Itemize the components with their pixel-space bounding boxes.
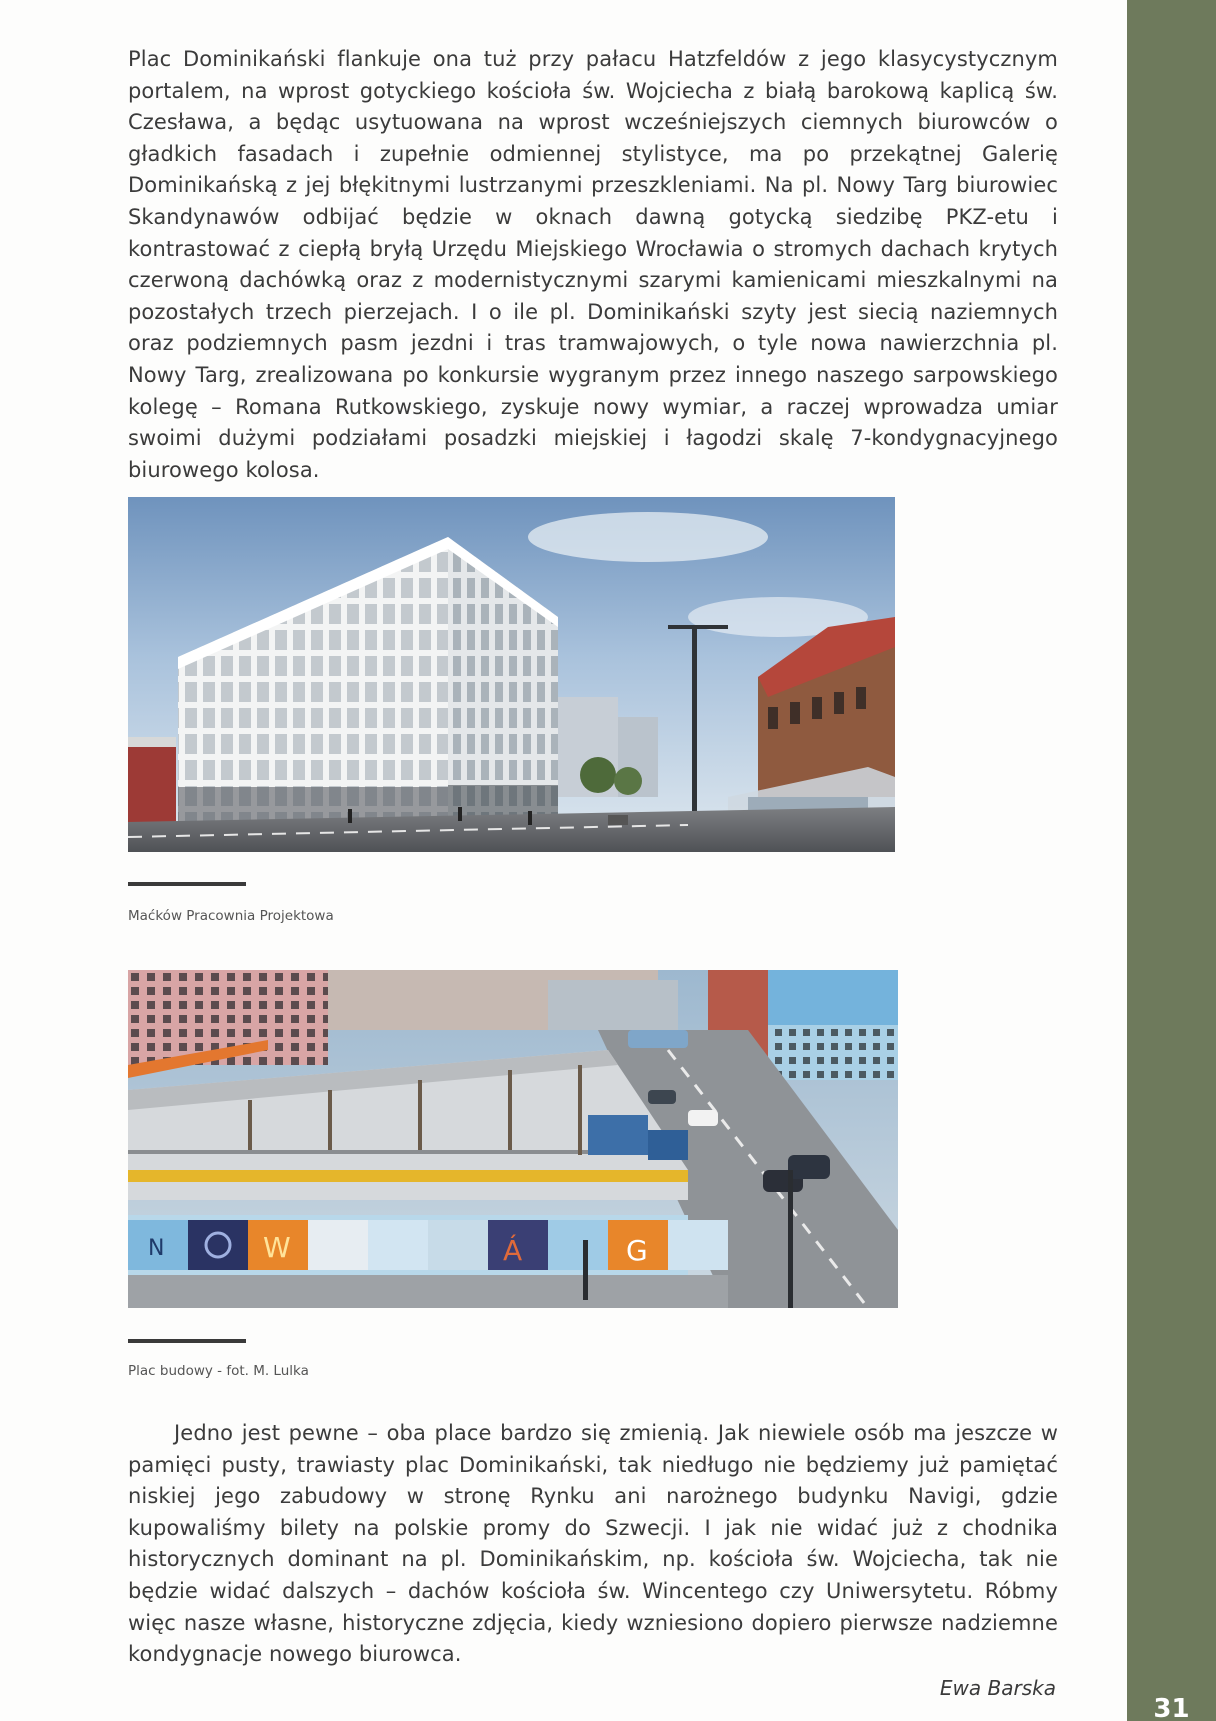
rendering-illustration <box>128 497 895 852</box>
hoarding-letter-w: W <box>263 1231 291 1264</box>
body-paragraph-1: Plac Dominikański flankuje ona tuż przy pałacu Hatzfeldów z jego klasycystycznym portalem, na wprost gotyckiego kościoła św. Wojciecha z białą barokową kaplicą św. Czesława, a będąc usytuowana na wprost wcześniejszych ciemnych biurowców o gładkich fasadach i zupełnie odmiennej stylistyce, ma po przekątnej Galerię Dominikańską z jej błękitnymi lustrzanymi przeszkleniami. Na pl. Nowy Targ biurowiec Skandynawów odbijać będzie w oknach dawną gotycką siedzibę PKZ-etu i kontrastować z ciepłą bryłą Urzędu Miejskiego Wrocławia o stromych dachach krytych czerwoną dachówką oraz z modernistycznymi szarymi kamienicami mieszkalnymi na pozostałych trzech pierzejach. I o ile pl. Dominikański szyty jest siecią naziemnych oraz podziemnych pasm jezdni i tras tramwajowych, o tyle nowa nawierzchnia pl. Nowy Targ, zrealizowana po konkursie wygranym przez innego naszego sarpowskiego kolegę – Romana Rutkowskiego, zyskuje nowy wymiar, a raczej wprowadza umiar swoimi dużymi podziałami posadzki miejskiej i łagodzi skalę 7-kondygnacyjnego biurowego kolosa. <box>128 47 1058 482</box>
page-number-box <box>1127 1694 1216 1721</box>
caption-rule-2 <box>128 1339 246 1343</box>
caption-rule-1 <box>128 882 246 886</box>
author-signature: Ewa Barska <box>939 1676 1056 1700</box>
page-number: 31 <box>1153 1694 1190 1721</box>
body-paragraph-2: Jedno jest pewne – oba place bardzo się zmienią. Jak niewiele osób ma jeszcze w pamięci pusty, trawiasty plac Dominikański, tak niedługo nie będziemy już pamiętać niskiej jego zabudowy w stronę Rynku ani narożnego budynku Navigi, gdzie kupowaliśmy bilety na polskie promy do Szwecji. I jak nie widać już z chodnika historycznych dominant na pl. Dominikańskim, np. kościoła św. Wojciecha, tak nie będzie widać dalszych – dachów kościoła św. Wincentego czy Uniwersytetu. Róbmy więc nasze własne, historyczne zdjęcia, kiedy wzniesiono dopiero pierwsze nadziemne kondygnacje nowego biurowca. <box>128 1421 1058 1667</box>
figure-2-construction-photo <box>128 970 898 1308</box>
figure-1-caption: Maćków Pracownia Projektowa <box>128 908 334 924</box>
side-color-band <box>1127 0 1216 1721</box>
figure-1-rendering <box>128 497 895 852</box>
construction-site-illustration <box>128 970 898 1308</box>
hoarding-letter-a: Á <box>503 1234 523 1267</box>
hoarding-letter-g: G <box>626 1234 648 1267</box>
figure-2-caption: Plac budowy - fot. M. Lulka <box>128 1363 309 1379</box>
hoarding-letter-n: N <box>148 1236 165 1261</box>
